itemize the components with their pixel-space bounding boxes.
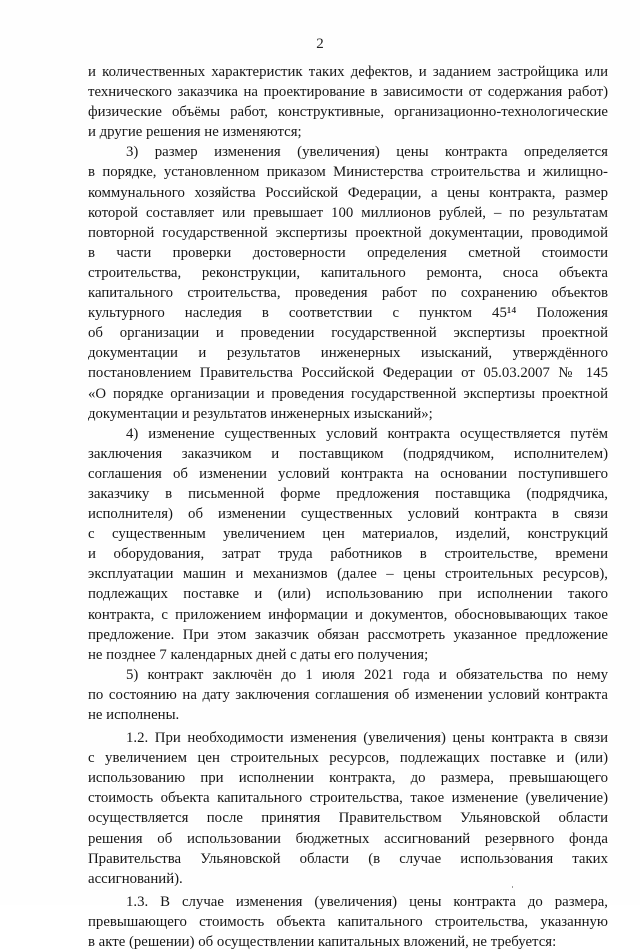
text-line: подлежащих поставке и (или) использованию при исполнении такого [88,586,608,603]
text-line: осуществляется после принятия Правительством Ульяновской области [88,810,608,827]
text-line: предложение. При этом заказчик обязан рассмотреть указанное предложение [88,626,608,643]
text-line: стоимость объекта капитального строительства, такое изменение (увеличение) [88,790,608,807]
text-line: в порядке, установленном приказом Министерства строительства и жилищно- [88,164,608,181]
text-line: не позднее 7 календарных дней с даты его получения; [88,646,429,663]
text-line: заказчику в письменной форме предложения поставщика (подрядчика, [88,485,608,502]
text-line: повторной государственной экспертизы проектной документации, проводимой [88,224,608,241]
text-line: строительства, реконструкции, капитального ремонта, сноса объекта [88,264,608,281]
text-line: с существенным увеличением цен материалов, изделий, конструкций [88,526,608,543]
text-line: 4) изменение существенных условий контракта осуществляется путём [126,425,608,442]
text-line: и другие решения не изменяются; [88,124,302,141]
text-line: 5) контракт заключён до 1 июля 2021 года и обязательства по нему [126,666,608,683]
text-line: физические объёмы работ, конструктивные, организационно-технологические [88,104,608,121]
scan-speck [512,886,513,888]
text-line: эксплуатации машин и механизмов (далее – цены строительных ресурсов), [88,566,608,583]
text-line: технического заказчика на проектирование в зависимости от содержания работ) [88,84,608,101]
text-line: соглашения об изменении условий контракта на основании поступившего [88,465,608,482]
text-line: об организации и проведении государственной экспертизы проектной [88,325,608,342]
body-text [88,62,608,952]
text-line: 1.2. При необходимости изменения (увеличения) цены контракта в связи [126,730,608,747]
text-line: и количественных характеристик таких дефектов, и заданием застройщика или [88,64,608,80]
text-line: заключения заказчиком и поставщиком (подрядчиком, исполнителем) [88,445,608,462]
text-line: ассигнований). [88,870,183,887]
text-line: которой составляет или превышает 100 миллионов рублей, – по результатам [88,204,608,221]
text-line: «О порядке организации и проведения государственной экспертизы проектной [88,385,608,402]
text-line: исполнителя) об изменении существенных условий контракта в связи [88,506,608,523]
text-line: 1.3. В случае изменения (увеличения) цены контракта до размера, [126,893,608,910]
text-line: использованию при исполнении контракта, до размера, превышающего [88,770,608,787]
text-line: превышающего стоимость объекта капитального строительства, указанную [88,913,608,930]
scan-speck [512,848,513,850]
text-line: капитального строительства, проведения работ по сохранению объектов [88,285,608,302]
text-line: не исполнены. [88,707,180,723]
text-line: контракта, с приложением информации и документов, обосновывающих такое [88,606,608,623]
text-line: в части проверки достоверности определения сметной стоимости [88,244,608,261]
text-line: документации и результатов инженерных изысканий»; [88,405,433,422]
text-line: по состоянию на дату заключения соглашения об изменении условий контракта [88,686,608,703]
page-number: 2 [316,36,324,52]
text-line: культурного наследия в соответствии с пунктом 45¹⁴ Положения [88,305,608,322]
text-line: Правительства Ульяновской области (в случае использования таких [88,850,608,867]
text-line: решения об использовании бюджетных ассигнований резервного фонда [88,830,608,847]
text-line: постановлением Правительства Российской Федерации от 05.03.2007 № 145 [88,365,608,382]
text-line: коммунального хозяйства Российской Федерации, а цены контракта, размер [88,184,608,201]
text-line: в акте (решении) об осуществлении капитальных вложений, не требуется: [88,934,557,951]
text-line: 3) размер изменения (увеличения) цены контракта определяется [126,144,608,161]
text-line: и оборудования, затрат труда работников в строительстве, времени [88,546,608,563]
text-line: с увеличением цен строительных ресурсов, подлежащих поставке и (или) [88,750,608,767]
text-line: документации и результатов инженерных изысканий, утверждённого [88,345,608,362]
